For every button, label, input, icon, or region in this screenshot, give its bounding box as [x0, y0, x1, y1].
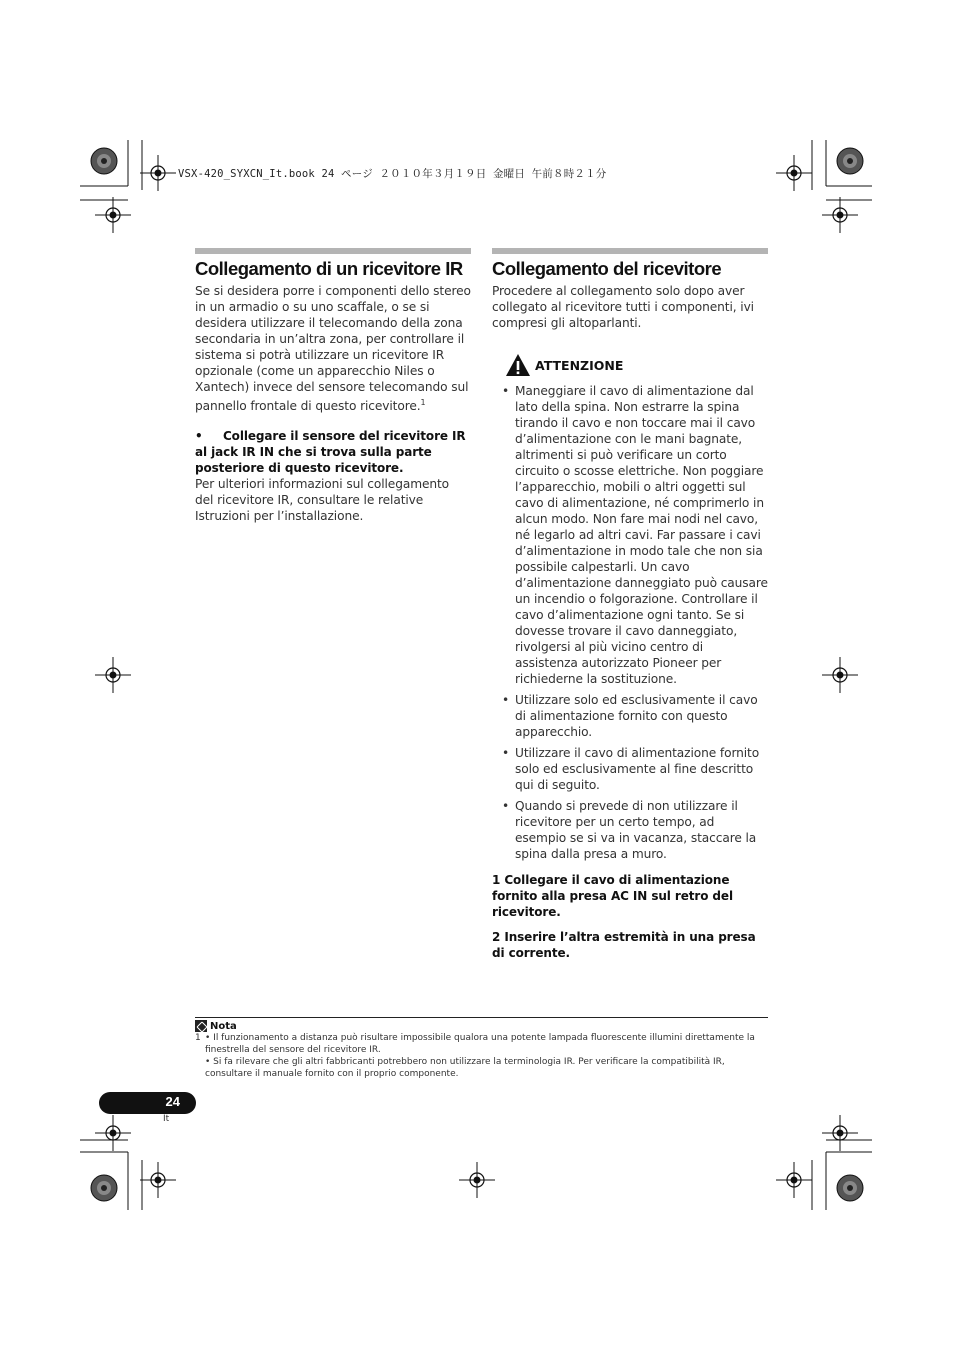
section-title: Collegamento del ricevitore	[492, 258, 722, 279]
section-ir-receiver	[195, 248, 471, 524]
section-title: Collegamento di un ricevitore IR	[195, 258, 463, 279]
section-receiver	[492, 248, 768, 961]
step-2: 2 Inserire l’altra estremità in una presa di corrente.	[492, 930, 756, 960]
footnote-number: 1	[195, 1033, 201, 1043]
step-1: 1 Collegare il cavo di alimentazione fornito alla presa AC IN sul retro del ricevitore.	[492, 873, 733, 919]
after-paragraph: Per ulteriori informazioni sul collegamento del ricevitore IR, consultare le relative Istruzioni per l’installazione.	[195, 477, 450, 524]
page-number: 24	[165, 1094, 180, 1109]
list-item: • Quando si prevede di non utilizzare il ricevitore per un certo tempo, ad esempio se si va in vacanza, staccare la spina dalla presa a muro.	[492, 798, 768, 862]
footnote-item: 1 • Il funzionamento a distanza può risultare impossibile qualora una potente lampada fluorescente illumini direttamente la finestrella del sensore del ricevitore IR.	[195, 1033, 755, 1055]
step-bullet: • Collegare il sensore del ricevitore IR al jack IR IN che si trova sulla parte posteriore di questo ricevitore.	[195, 429, 466, 476]
list-item: • Utilizzare solo ed esclusivamente il cavo di alimentazione fornito con questo apparecchio.	[492, 692, 768, 740]
warning-label: ATTENZIONE	[535, 357, 624, 373]
intro-paragraph: Procedere al collegamento solo dopo aver collegato al ricevitore tutti i componenti, ivi compresi gli altoparlanti.	[492, 284, 754, 330]
page-number-badge	[99, 1092, 196, 1114]
note-icon	[195, 1020, 207, 1032]
warning-list	[492, 383, 768, 862]
intro-paragraph: Se si desidera porre i componenti dello stereo in un armadio o su uno scaffale, o se si desidera utilizzare il telecomando della zona secondaria in un’altra zona, per controllare il sistema si potrà utilizzare un ricevitore IR opzionale (come un apparecchio Niles o Xantech) invece del sensore telecomando sul pannello frontale di questo ricevitore.$^1$	[195, 284, 471, 414]
list-item: • Maneggiare il cavo di alimentazione dal lato della spina. Non estrarre la spina tirando il cavo e non toccare mai il cavo d’alimentazione con le mani bagnate, altrimenti si può verificare un corto circuito o scosse elettriche. Non poggiare l’apparecchio, mobili o altri oggetti sul cavo di alimentazione, né comprimerlo in alcun modo. Non fare mai nodi nel cavo, né legarlo ad altri cavi. Far passare i cavi d’alimentazione in modo tale che non sia possibile calpestarli. Un cavo d’alimentazione danneggiato può causare un incendio o folgorazione. Controllare il cavo d’alimentazione ogni tanto. Se si dovesse trovare il cavo danneggiato, rivolgersi al più vicino centro di assistenza autorizzato Pioneer per richiederne la sostituzione.	[492, 383, 768, 687]
section-rule	[195, 248, 471, 254]
page-language: It	[163, 1114, 170, 1124]
footnote-ref: 1	[420, 398, 426, 407]
section-rule	[492, 248, 768, 254]
list-item: • Utilizzare il cavo di alimentazione fornito solo ed esclusivamente al fine descritto qui di seguito.	[492, 745, 768, 793]
nota-heading: Nota	[195, 1020, 768, 1032]
warning-triangle-icon	[505, 353, 531, 377]
footnotes	[195, 1017, 768, 1080]
footnote-item: • Si fa rilevare che gli altri fabbricanti potrebbero non utilizzare la terminologia IR. Per verificare la compatibilità IR, consultare il manuale fornito con il proprio componente.	[205, 1057, 725, 1079]
warning-header	[505, 353, 768, 377]
print-header: VSX-420_SYXCN_It.book 24 ページ ２０１０年３月１９日 金曜日 午前８時２１分	[178, 168, 607, 180]
